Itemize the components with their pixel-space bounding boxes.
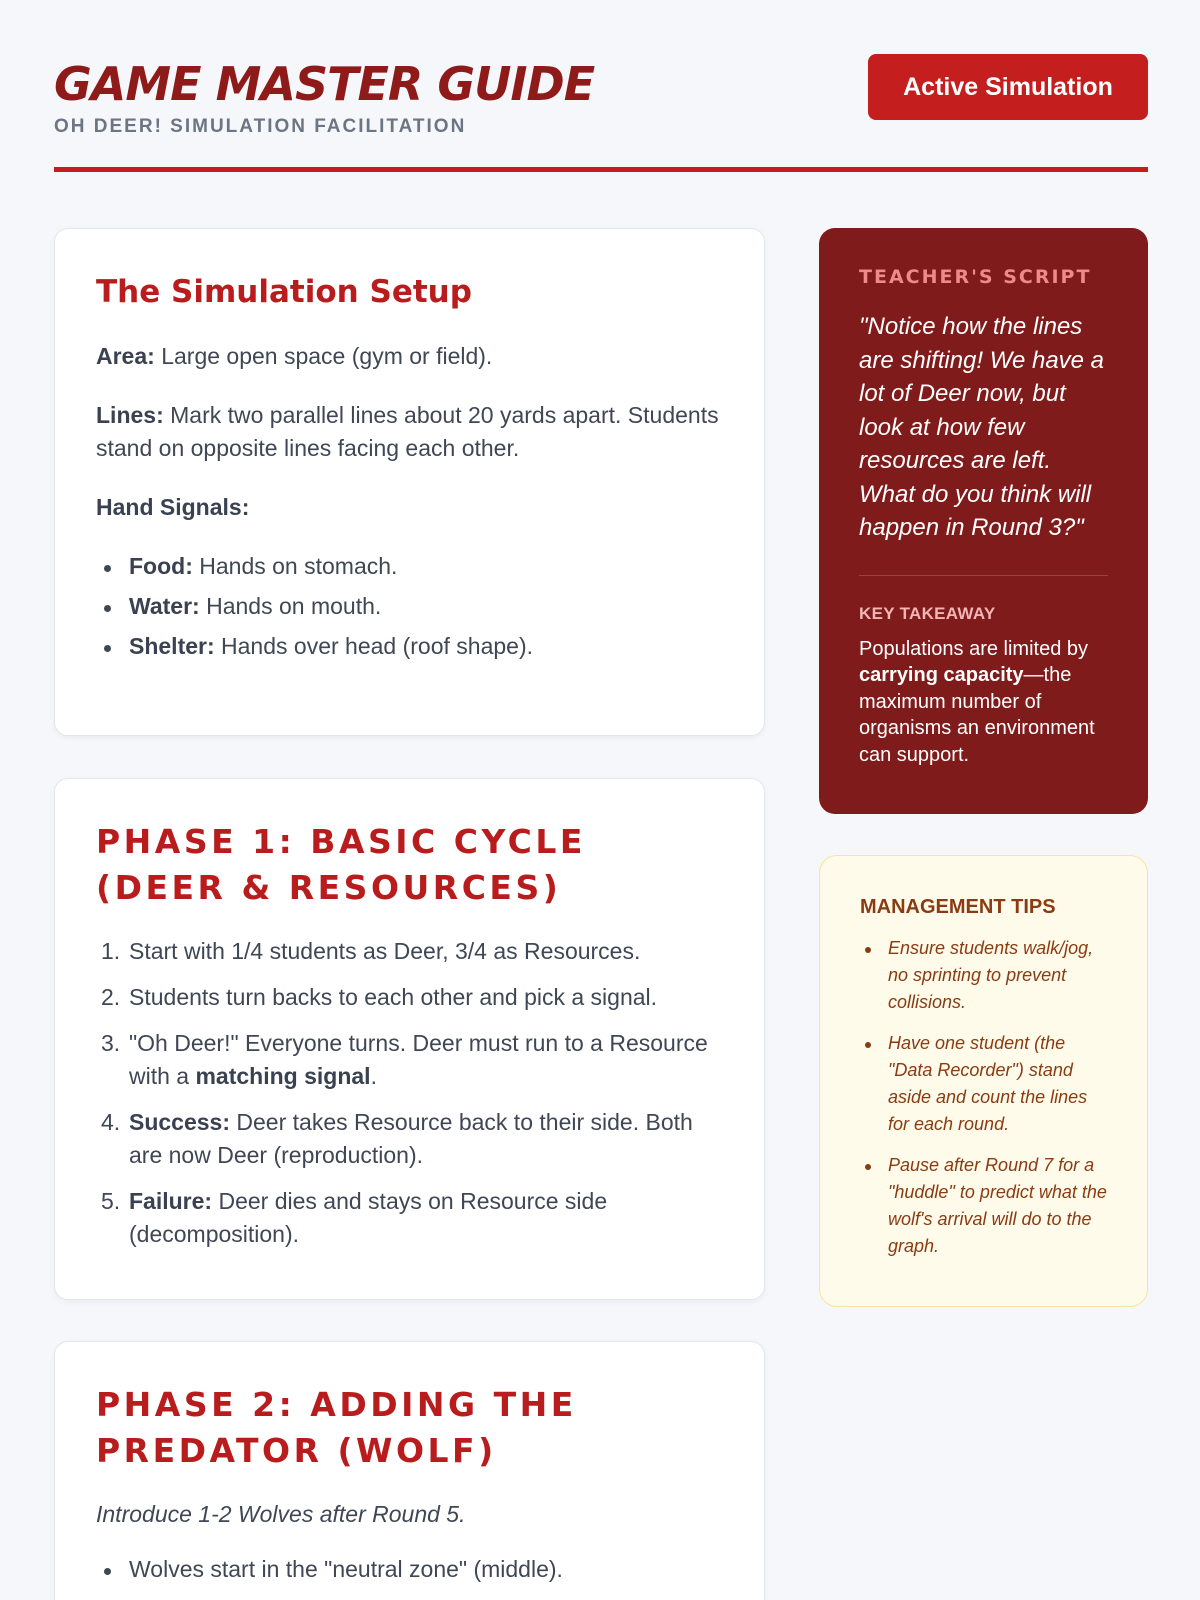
area-label: Area: <box>96 343 155 369</box>
signal-text: Hands on mouth. <box>199 593 382 619</box>
page-header <box>54 54 1148 174</box>
step-text: Start with 1/4 students as Deer, 3/4 as Resources. <box>129 938 641 964</box>
list-item <box>96 550 724 583</box>
step-emphasis: matching signal <box>195 1063 371 1089</box>
signal-label: Food: <box>129 553 193 579</box>
step-number: 4. <box>101 1109 121 1135</box>
area-paragraph <box>96 340 724 373</box>
step-label: Failure: <box>129 1188 213 1214</box>
tips-list <box>860 935 1107 1260</box>
list-item <box>96 630 724 663</box>
signal-text: Hands on stomach. <box>192 553 398 579</box>
phase2-list <box>96 1553 724 1586</box>
management-tips-panel <box>819 855 1148 1307</box>
lines-label: Lines: <box>96 402 164 428</box>
signal-label: Shelter: <box>129 633 215 659</box>
script-label: TEACHER'S SCRIPT <box>859 266 1092 288</box>
takeaway-text-end: —the maximum number of organisms an environment can support. <box>859 664 1095 766</box>
lines-paragraph <box>96 399 724 465</box>
phase2-intro: Introduce 1-2 Wolves after Round 5. <box>96 1501 466 1527</box>
list-item: Have one student (the "Data Recorder") stand aside and count the lines for each round. <box>860 1030 1107 1138</box>
script-divider <box>859 575 1108 576</box>
step-text-end: . <box>370 1063 377 1089</box>
signal-text: Hands over head (roof shape). <box>214 633 533 659</box>
lines-text: Mark two parallel lines about 20 yards apart. Students stand on opposite lines facing each other. <box>96 402 719 461</box>
step-text: "Oh Deer!" Everyone turns. Deer must run to a Resource with a <box>129 1030 708 1089</box>
step-number: 1. <box>101 938 121 964</box>
hand-signals-list <box>96 550 724 663</box>
list-item <box>96 1185 724 1251</box>
step-number: 5. <box>101 1188 121 1214</box>
step-text: Deer takes Resource back to their side. Both are now Deer (reproduction). <box>129 1109 693 1168</box>
list-item: Ensure students walk/jog, no sprinting to prevent collisions. <box>860 935 1107 1016</box>
hand-signals-label: Hand Signals: <box>96 494 250 520</box>
list-item <box>96 1027 724 1093</box>
list-item: Pause after Round 7 for a "huddle" to predict what the wolf's arrival will do to the graph. <box>860 1152 1107 1260</box>
step-number: 2. <box>101 984 121 1010</box>
phase2-heading: PHASE 2: ADDING THE PREDATOR (WOLF) <box>96 1385 577 1470</box>
setup-heading: The Simulation Setup <box>96 274 472 310</box>
setup-card <box>54 228 765 736</box>
list-item <box>96 590 724 623</box>
phase1-card <box>54 778 765 1300</box>
step-text: Deer dies and stays on Resource side (decomposition). <box>129 1188 608 1247</box>
hand-signals-heading <box>96 491 724 524</box>
step-number: 3. <box>101 1030 121 1056</box>
key-takeaway-label: KEY TAKEAWAY <box>859 603 996 623</box>
signal-label: Water: <box>129 593 200 619</box>
active-simulation-button[interactable]: Active Simulation <box>868 54 1148 120</box>
area-text: Large open space (gym or field). <box>154 343 493 369</box>
step-text: Students turn backs to each other and pick a signal. <box>129 984 658 1010</box>
takeaway-emphasis: carrying capacity <box>859 664 1024 686</box>
list-item <box>96 1106 724 1172</box>
phase1-steps <box>96 935 724 1251</box>
list-item: Wolves start in the "neutral zone" (middle). <box>96 1553 724 1586</box>
phase2-card <box>54 1341 765 1600</box>
teacher-script-panel <box>819 228 1148 814</box>
takeaway-text-start: Populations are limited by <box>859 637 1089 660</box>
script-quote: "Notice how the lines are shifting! We have a lot of Deer now, but look at how few resources are left. What do you think will happen in Round 3?" <box>859 313 1105 541</box>
phase1-heading: PHASE 1: BASIC CYCLE (DEER & RESOURCES) <box>96 822 586 907</box>
list-item <box>96 935 724 968</box>
page-subtitle: OH DEER! SIMULATION FACILITATION <box>54 116 467 137</box>
list-item <box>96 981 724 1014</box>
step-label: Success: <box>129 1109 231 1135</box>
tips-label: MANAGEMENT TIPS <box>860 896 1056 918</box>
key-takeaway-text <box>859 636 1108 769</box>
header-divider <box>54 167 1148 172</box>
page-title: GAME MASTER GUIDE <box>54 57 595 111</box>
